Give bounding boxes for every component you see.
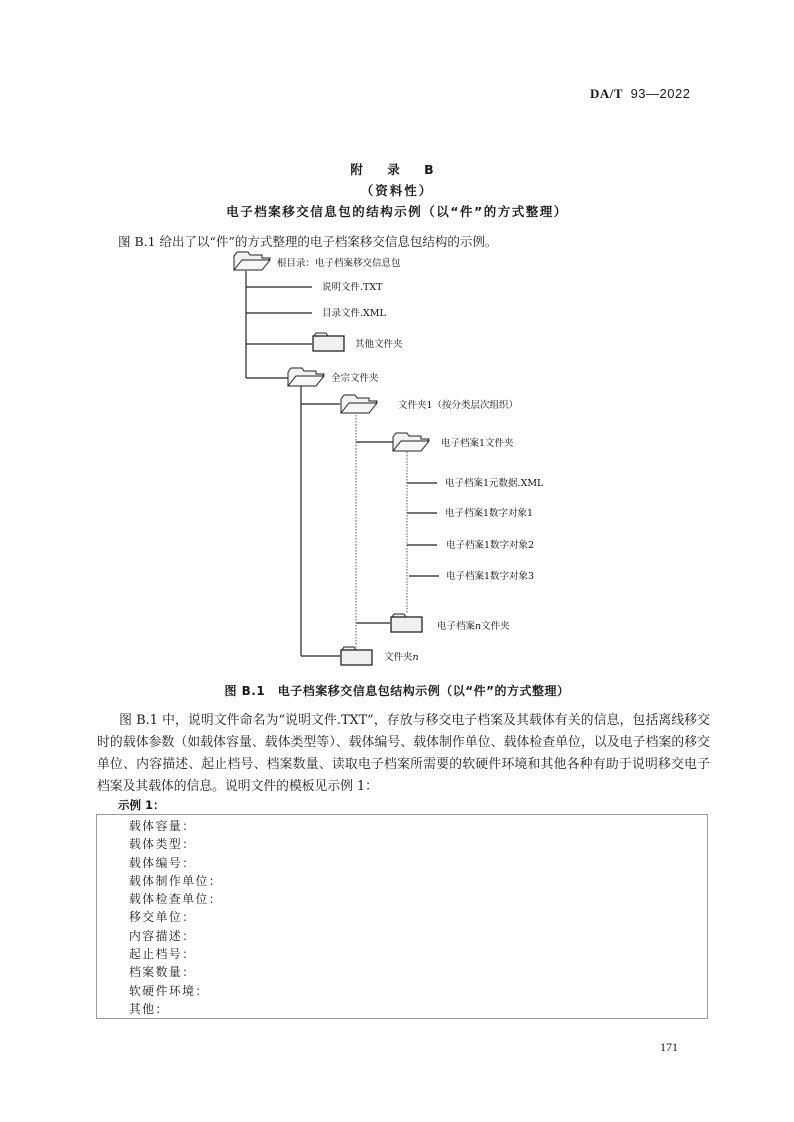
node-folder1: 文件夹1（按分类层次组织） [398,400,519,411]
standard-prefix: DA/T [590,86,624,101]
open-folder-icon [341,395,377,413]
node-record1-obj1: 电子档案1数字对象1 [445,508,534,519]
example-field: 其他： [129,1001,169,1016]
body-paragraph [97,710,710,798]
example-template-box [96,814,708,1019]
example-field: 载体制作单位： [129,873,223,888]
example-field: 载体检查单位： [129,892,223,907]
node-recordn-folder: 电子档案n文件夹 [437,621,510,632]
example-field: 移交单位： [129,910,196,925]
example-field: 档案数量： [129,965,196,980]
open-folder-icon [288,368,324,386]
example-label: 示例 1： [118,798,165,812]
closed-folder-icon [341,647,372,665]
example-field: 起止档号： [129,947,196,962]
node-record1-folder: 电子档案1文件夹 [441,438,514,449]
appendix-nature: （资料性） [360,183,434,198]
node-root: 根目录：电子档案移交信息包 [277,258,401,269]
example-field: 内容描述： [129,928,196,943]
node-readme: 说明文件.TXT [322,282,383,293]
appendix-title: 附 录 B [350,162,444,177]
standard-number: 93—2022 [630,86,691,101]
open-folder-icon [393,433,429,451]
node-record1-obj3: 电子档案1数字对象3 [446,571,535,582]
tree-lines [246,271,439,656]
node-foldern: 文件夹n [384,652,419,663]
example-field: 载体容量： [129,819,196,833]
node-catalog: 目录文件.XML [322,308,386,319]
closed-folder-icon [313,333,344,351]
intro-text: 图 B.1 给出了以“件”的方式整理的电子档案移交信息包结构的示例。 [118,234,498,249]
node-fonds-folder: 全宗文件夹 [331,373,379,384]
open-folder-icon [234,252,270,270]
example-field: 载体类型： [129,837,196,852]
example-field: 载体编号： [129,855,196,870]
node-other-folder: 其他文件夹 [355,339,403,350]
appendix-heading: 电子档案移交信息包的结构示例（以“件”的方式整理） [226,204,568,219]
node-record1-metadata: 电子档案1元数据.XML [445,478,544,489]
node-record1-obj2: 电子档案1数字对象2 [446,540,535,551]
page-number: 171 [660,1040,678,1054]
example-field: 软硬件环境： [129,983,209,998]
figure-caption: 图 B.1 电子档案移交信息包结构示例（以“件”的方式整理） [224,684,570,698]
body-paragraph-text: 图 B.1 中，说明文件命名为“说明文件.TXT”，存放与移交电子档案及其载体有关的信息，包括离线移交时的载体参数（如载体容量、载体类型等）、载体编号、载体制作单位、载体检查单位，以及电子档案的移交单位、内容描述、起止档号、档案数量、读取电子档案所需要的软硬件环境和其他各种有助于说明移交电子档案及其载体的信息。说明文件的模板见示例 1： [97,713,710,794]
closed-folder-icon [391,614,422,632]
example-field-list [97,815,707,1018]
